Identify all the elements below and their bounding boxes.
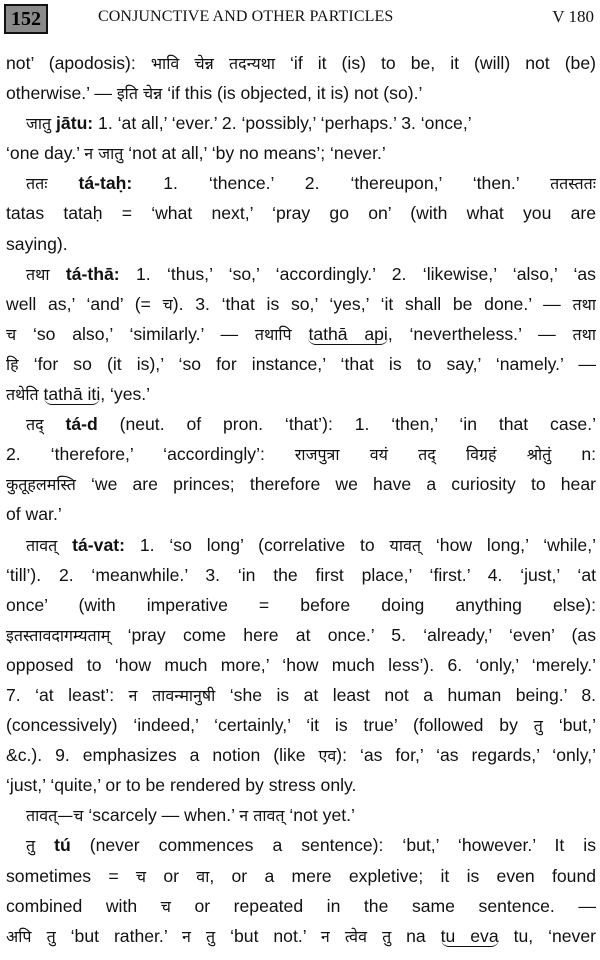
section-reference: V 180 — [552, 7, 594, 26]
text-line — [6, 108, 596, 138]
transliteration: tathā api — [308, 323, 388, 344]
text-run: ‘for so (it is),’ ‘so for instance,’ ‘that is to say,’ ‘namely.’ — — [18, 353, 596, 374]
text-run: 2. ‘therefore,’ ‘accordingly’: — [6, 444, 295, 465]
text-line — [6, 469, 596, 499]
text-line — [6, 259, 596, 289]
text-run — [44, 414, 66, 434]
sanskrit-text: एव — [318, 746, 337, 766]
sanskrit-text: तथापि — [254, 324, 292, 344]
headword: tá-thā: — [65, 263, 120, 284]
text-line — [6, 168, 596, 198]
sanskrit-text: तथेति — [6, 385, 39, 405]
sanskrit-text: न तु — [182, 926, 216, 946]
text-run — [50, 264, 66, 284]
text-line — [6, 620, 596, 650]
text-run — [292, 324, 309, 344]
text-run: or repeated in the same sentence. — — [170, 895, 596, 916]
text-line — [6, 439, 596, 469]
sanskrit-text: इति चेन्न — [116, 84, 163, 104]
sanskrit-text: तावत्—च — [26, 806, 84, 826]
sanskrit-text: इतस्तावदागम्यताम् — [6, 625, 111, 645]
text-run: ‘but rather.’ — [55, 925, 183, 946]
text-run: saying). — [6, 233, 68, 254]
text-run: 1. ‘so long’ (correlative to — [124, 534, 390, 555]
text-run: ‘but,’ — [542, 715, 596, 736]
sanskrit-text: यावत् — [389, 535, 421, 555]
sanskrit-text: तावत् — [26, 535, 58, 555]
sanskrit-text: न जातु — [84, 144, 124, 164]
body-text — [6, 48, 596, 951]
text-line — [6, 560, 596, 590]
text-line — [6, 921, 596, 951]
text-run: , or a mere expletive; it is even found — [209, 865, 596, 886]
text-run: 7. ‘at least’: — [6, 684, 129, 705]
text-run: ‘just,’ ‘quite,’ or to be rendered by stress only. — [6, 775, 357, 796]
text-run: sometimes = — [6, 865, 136, 886]
text-run: combined with — [6, 895, 161, 916]
transliteration: tu eva — [440, 925, 499, 946]
sanskrit-text: ततः — [26, 174, 48, 194]
text-line — [6, 409, 596, 439]
text-run: (never commences a sentence): ‘but,’ ‘however.’ It is — [70, 835, 596, 856]
headword: jātu: — [56, 113, 94, 134]
sanskrit-text: तु — [533, 716, 543, 736]
text-line — [6, 891, 596, 921]
text-line — [6, 198, 596, 228]
text-line — [6, 319, 596, 349]
sanskrit-text: न तावत् — [239, 806, 285, 826]
text-run: otherwise.’ — — [6, 83, 117, 104]
text-run: n: — [551, 444, 596, 465]
sanskrit-text: राजपुत्रा वयं तद् विग्रहं श्रोतुं — [294, 445, 552, 465]
text-run — [35, 835, 54, 855]
text-run: tatas tataḥ = ‘what next,’ ‘pray go on’ (with what you are — [6, 203, 596, 224]
text-run: ‘till’). 2. ‘meanwhile.’ 3. ‘in the first place,’ ‘first.’ 4. ‘just,’ ‘at — [6, 564, 596, 585]
text-run: ‘how long,’ ‘while,’ — [421, 534, 596, 555]
text-run: ‘so also,’ ‘similarly.’ — — [16, 323, 255, 344]
headword: tá-taḥ: — [78, 173, 133, 194]
text-line — [6, 710, 596, 740]
sanskrit-text: च — [160, 896, 171, 916]
running-title: CONJUNCTIVE AND OTHER PARTICLES — [98, 8, 394, 25]
text-run: &c.). 9. emphasizes a notion (like — [6, 745, 319, 766]
text-run: (neut. of pron. ‘that’): 1. ‘then,’ ‘in that case.’ — [97, 414, 596, 435]
text-run: not’ (apodosis): — [6, 53, 151, 73]
text-run: ‘she is at least not a human being.’ 8. — [215, 684, 596, 705]
text-run: ‘we are princes; therefore we have a curiosity to hear — [75, 474, 596, 495]
sanskrit-text: हि — [6, 354, 19, 374]
sanskrit-text: न त्वेव तु — [320, 926, 392, 946]
sanskrit-text: च — [6, 324, 17, 344]
text-run — [39, 384, 44, 404]
text-line — [6, 680, 596, 710]
text-line — [6, 78, 596, 108]
text-line — [6, 138, 596, 168]
sanskrit-text: जातु — [26, 114, 52, 134]
transliteration: tathā iti — [43, 384, 101, 405]
text-line — [6, 861, 596, 891]
sanskrit-text: ततस्ततः — [550, 174, 596, 194]
text-run: ‘if this (is objected, it is) not (so).’ — [162, 83, 423, 104]
text-run: ‘if it (is) to be, it (will) not (be) — [274, 53, 596, 73]
text-run: 1. ‘thence.’ 2. ‘thereupon,’ ‘then.’ — [132, 173, 551, 194]
sanskrit-text: तथा — [572, 294, 596, 314]
text-run: ‘pray come here at once.’ 5. ‘already,’ ‘even’ (as — [110, 624, 596, 645]
text-line — [6, 349, 596, 379]
sanskrit-text: च — [135, 866, 147, 886]
sanskrit-text: तथा — [572, 324, 596, 344]
sanskrit-text: च — [162, 294, 173, 314]
headword: tá-d — [65, 414, 98, 435]
sanskrit-text: तद् — [26, 415, 44, 435]
headword: tá-vat: — [72, 534, 125, 555]
page-header — [0, 0, 600, 42]
text-run: (concessively) ‘indeed,’ ‘certainly,’ ‘it is true’ (followed by — [6, 715, 534, 736]
text-run: na — [391, 925, 441, 946]
text-run: ‘one day.’ — [6, 143, 85, 164]
text-run: ‘not at all,’ ‘by no means’; ‘never.’ — [123, 143, 386, 164]
text-run: ): ‘as for,’ ‘as regards,’ ‘only,’ — [336, 745, 596, 766]
sanskrit-text: न तावन्मानुषी — [128, 685, 216, 705]
sanskrit-text: तथा — [26, 264, 50, 284]
text-line — [6, 379, 596, 409]
text-run: 1. ‘at all,’ ‘ever.’ 2. ‘possibly,’ ‘perhaps.’ 3. ‘once,’ — [93, 113, 472, 134]
sanskrit-text: वा — [196, 866, 210, 886]
sanskrit-text: तु — [26, 836, 36, 856]
text-run: opposed to ‘how much more,’ ‘how much less’). 6. ‘only,’ ‘merely.’ — [6, 654, 596, 675]
text-run: tu, ‘never — [498, 925, 596, 946]
text-run: 1. ‘thus,’ ‘so,’ ‘accordingly.’ 2. ‘likewise,’ ‘also,’ ‘as — [119, 263, 596, 284]
text-line — [6, 800, 596, 830]
text-run: ‘not yet.’ — [284, 805, 355, 826]
sanskrit-text: भावि चेन्न तदन्यथा — [150, 54, 275, 73]
text-run: or — [146, 865, 197, 886]
text-line — [6, 499, 596, 529]
text-run: once’ (with imperative = before doing anything else): — [6, 594, 596, 615]
text-run: well as,’ ‘and’ (= — [6, 293, 163, 314]
text-line — [6, 48, 596, 78]
sanskrit-text: कुतूहलमस्ति — [6, 475, 76, 495]
text-run: of war.’ — [6, 504, 62, 525]
page-number: 152 — [4, 4, 48, 34]
sanskrit-text: अपि तु — [6, 926, 56, 946]
text-run: ‘scarcely — when.’ — [83, 805, 240, 826]
text-line — [6, 289, 596, 319]
text-run — [57, 535, 72, 555]
text-line — [6, 229, 596, 259]
text-line — [6, 740, 596, 770]
text-line — [6, 770, 596, 800]
text-run: ‘but not.’ — [215, 925, 321, 946]
text-run: ). 3. ‘that is so,’ ‘yes,’ ‘it shall be done.’ — — [172, 293, 573, 314]
text-run — [47, 173, 78, 193]
text-line — [6, 830, 596, 860]
text-run: , ‘nevertheless.’ — — [387, 323, 573, 344]
text-run: , ‘yes.’ — [100, 384, 151, 405]
text-line — [6, 590, 596, 620]
text-line — [6, 530, 596, 560]
headword: tú — [54, 835, 71, 856]
text-line — [6, 650, 596, 680]
